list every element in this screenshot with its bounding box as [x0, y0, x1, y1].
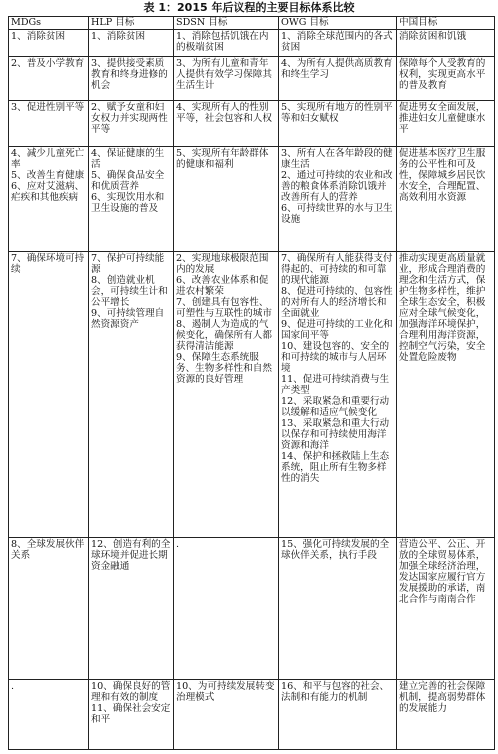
table-row	[9, 538, 495, 680]
cell-item: 促进男女全面发展，推进妇女儿童健康水平	[399, 102, 486, 135]
cell-item: 9、保障生态系统服务、生物多样性和自然资源的良好管理	[176, 351, 272, 385]
table-cell-hlp	[89, 101, 174, 147]
cell-item: 4、为所有人提供高质教育和终生学习	[281, 58, 393, 81]
cell-item: 6、应对艾滋病、疟疾和其他疾病	[11, 180, 85, 203]
table-cell-hlp	[89, 251, 174, 537]
table-cell-owg	[279, 101, 397, 147]
table-cell-mdgs	[9, 57, 89, 101]
cell-item: 12、创造有利的全球环境并促进长期资金融通	[91, 539, 171, 572]
cell-item: 8、全球发展伙伴关系	[11, 539, 85, 561]
table-row	[9, 30, 495, 57]
cell-item: 14、保护和拯救陆上生态系统，阻止所有生物多样性的消失	[281, 450, 390, 484]
cell-item: 10、确保良好的管理和有效的制度	[91, 681, 171, 704]
table-cell-sdsn	[174, 101, 279, 147]
table-cell-mdgs	[9, 30, 89, 57]
cell-item: 16、和平与包容的社会、法制和有能力的机制	[281, 681, 390, 704]
table-cell-china	[397, 680, 495, 750]
cell-item: 10、为可持续发展转变治理模式	[176, 681, 275, 704]
table-cell-sdsn	[174, 251, 279, 537]
cell-item: 消除贫困和饥饿	[399, 31, 467, 42]
cell-item: 2、实现地球极限范围内的发展	[176, 252, 269, 275]
cell-item: 7、创建具有包容性、可塑性与互联性的城市	[176, 296, 272, 319]
table-header-row	[9, 17, 495, 30]
table-cell-hlp	[89, 538, 174, 680]
cell-item: 6、实现饮用水和卫生设施的普及	[91, 191, 165, 214]
cell-item: 促进基本医疗卫生服务的公平性和可及性，保障城乡居民饮水安全，合理配置、高效利用水资源	[399, 147, 486, 203]
table-cell-china	[397, 101, 495, 147]
cell-item: 11、促进可持续消费与生产类型	[281, 373, 390, 396]
cell-item: 7、确保环境可持续	[11, 252, 85, 275]
table-cell-china	[397, 251, 495, 537]
table-cell-sdsn	[174, 146, 279, 251]
table-cell-hlp	[89, 680, 174, 750]
header-china: 中国目标	[397, 17, 495, 30]
cell-item: 4、保证健康的生活	[91, 147, 165, 170]
table-title: 表 1：2015 年后议程的主要目标体系比较	[143, 1, 355, 14]
header-mdgs: MDGs	[9, 17, 89, 30]
table-cell-owg	[279, 538, 397, 680]
cell-item: 1、消除贫困	[91, 31, 146, 42]
cell-item: 4、实现所有人的性别平等，社会包容和人权	[176, 102, 272, 124]
cell-item: 6、可持续世界的水与卫生设施	[281, 202, 393, 225]
table-cell-owg	[279, 57, 397, 101]
table-cell-mdgs	[9, 101, 89, 147]
table-cell-mdgs	[9, 538, 89, 680]
header-owg: OWG 目标	[279, 17, 397, 30]
cell-item: 15、强化可持续发展的全球伙伴关系，执行手段	[281, 539, 390, 561]
table-cell-sdsn	[174, 57, 279, 101]
header-sdsn: SDSN 目标	[174, 17, 279, 30]
cell-item: 1、消除包括饥饿在内的极端贫困	[176, 31, 269, 53]
table-cell-mdgs	[9, 146, 89, 251]
cell-item: 10、建设包容的、安全的和可持续的城市与人居环境	[281, 340, 390, 374]
cell-item: 12、采取紧急和重要行动以缓解和适应气候变化	[281, 395, 390, 418]
table-cell-sdsn	[174, 538, 279, 680]
cell-item: .	[11, 681, 15, 693]
table-cell-china	[397, 57, 495, 101]
cell-item: 6、改善农业体系和促进农村繁荣	[176, 274, 269, 297]
table-cell-hlp	[89, 57, 174, 101]
cell-item: 9、可持续管理自然资源资产	[91, 307, 165, 330]
table-cell-sdsn	[174, 30, 279, 57]
cell-item: 9、促进可持续的工业化和国家间平等	[281, 318, 393, 341]
table-cell-mdgs	[9, 251, 89, 537]
cell-item: 7、保护可持续能源	[91, 252, 165, 275]
cell-item: 5、改善生育健康	[11, 169, 85, 181]
cell-item: 1、消除贫困	[11, 31, 66, 42]
cell-item: 7、确保所有人能获得支付得起的、可持续的和可靠的现代能源	[281, 252, 393, 286]
cell-item: 5、实现所有年龄群体的健康和福利	[176, 147, 269, 170]
table-cell-owg	[279, 680, 397, 750]
table-row	[9, 680, 495, 750]
cell-item: 2、通过可持续的农业和改善的粮食体系消除饥饿并改善所有人的营养	[281, 169, 393, 203]
table-cell-sdsn	[174, 680, 279, 750]
header-hlp: HLP 目标	[89, 17, 174, 30]
cell-item: 3、为所有儿童和青年人提供有效学习保障其生活生计	[176, 58, 272, 92]
table-row	[9, 101, 495, 147]
cell-item: 8、遏制人为造成的气候变化，确保所有人都获得清洁能源	[176, 318, 272, 352]
comparison-table-container	[8, 16, 494, 750]
table-cell-owg	[279, 251, 397, 537]
cell-item: 8、创造就业机会，可持续生计和公平增长	[91, 274, 168, 308]
cell-item: 建立完善的社会保障机制，提高弱势群体的发展能力	[399, 681, 486, 715]
cell-item: 推动实现更高质量就业，形成合理消费的理念和生活方式，保护生物多样性，维护全球生态安全，积极应对全球气候变化，加强海洋环境保护，合理利用海洋资源，控制空气污染，安全处置危险废物	[399, 252, 486, 363]
table-cell-hlp	[89, 30, 174, 57]
table-cell-hlp	[89, 146, 174, 251]
table-cell-mdgs	[9, 680, 89, 750]
cell-item: .	[176, 539, 180, 550]
cell-item: 3、促进性别平等	[11, 102, 85, 113]
cell-item: 营造公平、公正、开放的全球贸易体系，加强全球经济治理，发达国家应履行官方发展援助的承诺，南北合作与南南合作	[399, 539, 486, 605]
table-cell-owg	[279, 30, 397, 57]
cell-item: 5、确保食品安全和优质营养	[91, 169, 165, 192]
table-cell-china	[397, 146, 495, 251]
table-body	[9, 30, 495, 750]
table-cell-china	[397, 538, 495, 680]
cell-item: 2、普及小学教育	[11, 58, 85, 70]
comparison-table	[8, 16, 495, 750]
cell-item: 5、实现所有地方的性别平等和妇女赋权	[281, 102, 393, 124]
cell-item: 11、确保社会安定和平	[91, 703, 171, 726]
cell-item: 3、提供接受素质教育和终身进修的机会	[91, 58, 168, 92]
cell-item: 保障每个人受教育的权利，实现更高水平的普及教育	[399, 58, 486, 92]
cell-item: 2、赋予女童和妇女权力并实现两性平等	[91, 102, 168, 135]
cell-item: 13、采取紧急和重大行动以保存和可持续使用海洋资源和海洋	[281, 417, 390, 451]
table-cell-china	[397, 30, 495, 57]
table-row	[9, 146, 495, 251]
table-row	[9, 251, 495, 537]
table-row	[9, 57, 495, 101]
cell-item: 4、减少儿童死亡率	[11, 147, 85, 170]
cell-item: 8、促进可持续的、包容性的对所有人的经济增长和全面就业	[281, 285, 393, 319]
table-cell-owg	[279, 146, 397, 251]
cell-item: 1、消除全球范围内的各式贫困	[281, 31, 393, 53]
cell-item: 3、所有人在各年龄段的健康生活	[281, 147, 393, 170]
